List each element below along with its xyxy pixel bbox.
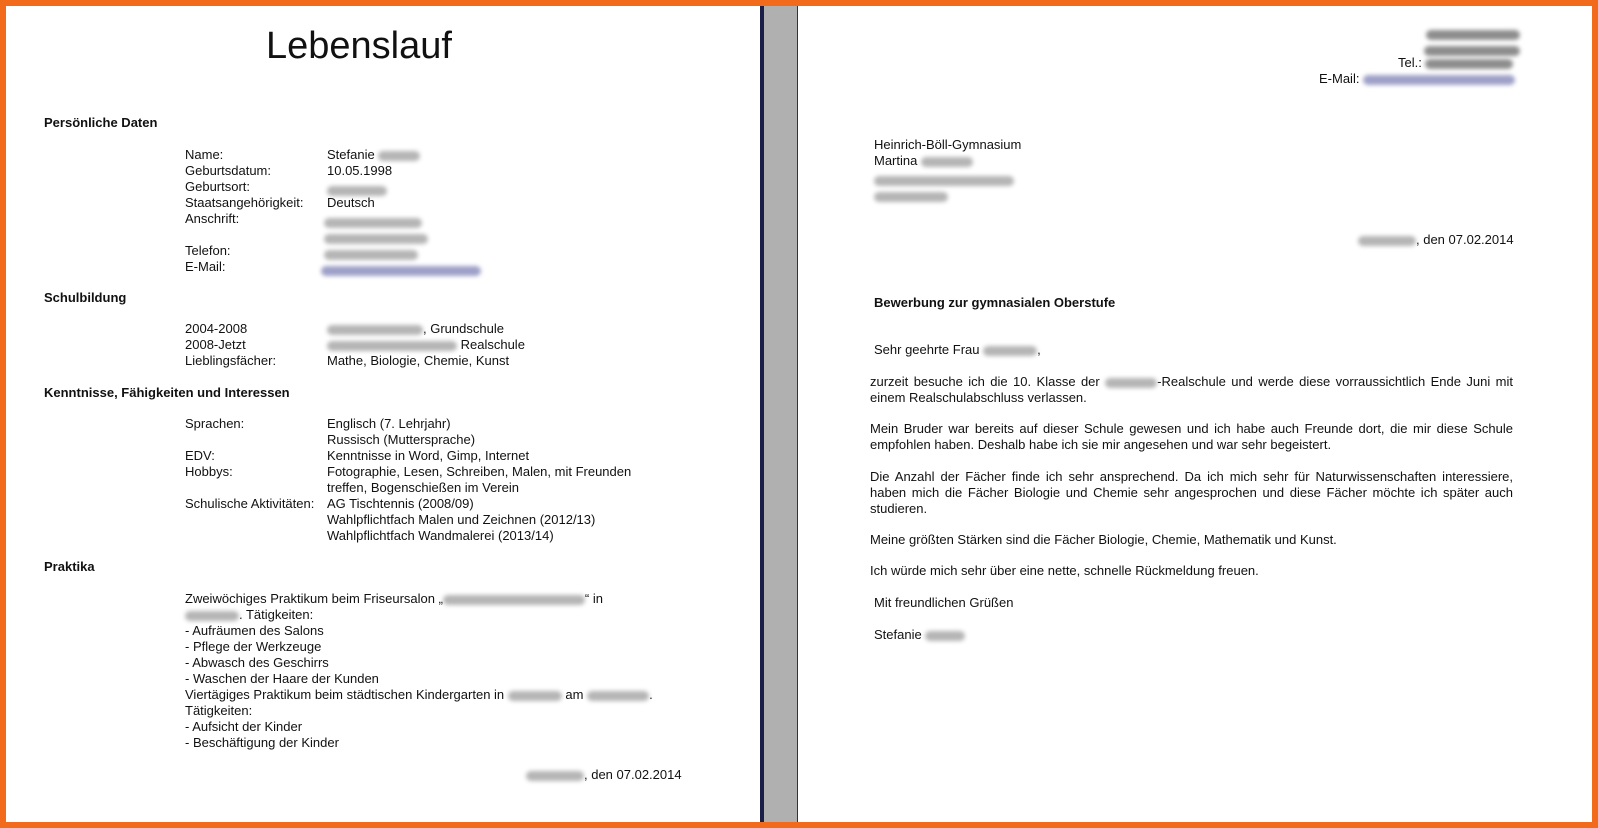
internship-line-7: Viertägiges Praktikum beim städtischen Kindergarten in am . (185, 687, 653, 702)
section-internships-heading: Praktika (44, 559, 95, 574)
internship-task-4: - Waschen der Haare der Kunden (185, 671, 379, 686)
redacted-letter-place (1358, 236, 1416, 246)
email-label: E-Mail: (185, 259, 226, 274)
redacted-recipient-surname (921, 157, 973, 167)
page-gutter (764, 6, 798, 822)
cv-title: Lebenslauf (266, 25, 452, 67)
letter-subject: Bewerbung zur gymnasialen Oberstufe (874, 295, 1116, 310)
section-school-heading: Schulbildung (44, 290, 127, 305)
redacted-sender-phone (1425, 59, 1513, 69)
redacted-cv-place (526, 771, 584, 781)
pob-label: Geburtsort: (185, 179, 251, 194)
redacted-salutation-name (983, 346, 1037, 356)
hobbies-line-1: Fotographie, Lesen, Schreiben, Malen, mit Freunden (327, 464, 632, 479)
redacted-phone (324, 250, 418, 260)
internship-task-6: - Beschäftigung der Kinder (185, 735, 339, 750)
favourite-subjects-value: Mathe, Biologie, Chemie, Kunst (327, 353, 510, 368)
internship-task-3: - Abwasch des Geschirrs (185, 655, 329, 670)
language-1: Englisch (7. Lehrjahr) (327, 416, 451, 431)
redacted-street (324, 218, 422, 228)
letter-paragraph-2: Mein Bruder war bereits auf dieser Schule gewesen und ich habe auch Freunde dort, die mir diese Schule empfohlen haben. Deshalb habe ich sie mir angesehen und war sehr begeistert. (870, 421, 1513, 452)
letter-paragraph-1: zurzeit besuche ich die 10. Klasse der -Realschule und werde diese vorraussichtlich Ende Juni mit einem Realschulabschluss verlassen. (870, 374, 1513, 405)
hobbies-line-2: treffen, Bogenschießen im Verein (327, 480, 519, 495)
redacted-kindergarten-date (587, 691, 649, 701)
redacted-kindergarten-town (508, 691, 562, 701)
internship-line-1: Zweiwöchiges Praktikum beim Friseursalon „ “ in (185, 591, 603, 606)
name-label: Name: (185, 147, 224, 162)
section-personal-heading: Persönliche Daten (44, 115, 158, 130)
dob-label: Geburtsdatum: (185, 163, 271, 178)
activities-label: Schulische Aktivitäten: (185, 496, 315, 511)
redacted-email (321, 266, 481, 276)
school-row-2-value: Realschule (327, 337, 525, 353)
recipient-school: Heinrich-Böll-Gymnasium (874, 137, 1022, 152)
hobbies-label: Hobbys: (185, 464, 233, 479)
recipient-name: Martina (874, 153, 973, 169)
internship-line-2: . Tätigkeiten: (185, 607, 313, 623)
language-2: Russisch (Muttersprache) (327, 432, 476, 447)
school-row-1-value: , Grundschule (327, 321, 504, 337)
sender-email: E-Mail: (1319, 71, 1515, 87)
letter-closing: Mit freundlichen Grüßen (874, 595, 1014, 610)
redacted-recipient-city (874, 192, 948, 202)
letter-signature: Stefanie (874, 627, 965, 643)
favourite-subjects-label: Lieblingsfächer: (185, 353, 277, 368)
name-value: Stefanie (327, 147, 420, 163)
phone-label: Telefon: (185, 243, 231, 258)
internship-task-2: - Pflege der Werkzeuge (185, 639, 322, 654)
sender-phone: Tel.: (1398, 55, 1513, 71)
redacted-town (185, 611, 239, 621)
activity-2: Wahlpflichtfach Malen und Zeichnen (2012/13) (327, 512, 596, 527)
school-row-2-label: 2008-Jetzt (185, 337, 246, 352)
nationality-value: Deutsch (327, 195, 375, 210)
edv-label: EDV: (185, 448, 215, 463)
redacted-school-2 (327, 341, 457, 351)
letter-page (798, 6, 1592, 822)
activity-1: AG Tischtennis (2008/09) (327, 496, 474, 511)
redacted-signature-surname (925, 631, 965, 641)
edv-value: Kenntnisse in Word, Gimp, Internet (327, 448, 530, 463)
languages-label: Sprachen: (185, 416, 245, 431)
school-row-1-label: 2004-2008 (185, 321, 248, 336)
letter-salutation: Sehr geehrte Frau , (874, 342, 1041, 357)
redacted-school-1 (327, 325, 423, 335)
redacted-sender-name (1426, 30, 1520, 40)
cv-date-line: , den 07.02.2014 (526, 767, 682, 783)
letter-paragraph-5: Ich würde mich sehr über eine nette, schnelle Rückmeldung freuen. (870, 563, 1259, 578)
nationality-label: Staatsangehörigkeit: (185, 195, 304, 210)
dob-value: 10.05.1998 (327, 163, 393, 178)
section-skills-heading: Kenntnisse, Fähigkeiten und Interessen (44, 385, 290, 400)
internship-task-5: - Aufsicht der Kinder (185, 719, 303, 734)
letter-paragraph-3: Die Anzahl der Fächer finde ich sehr ansprechend. Da ich mich sehr für Naturwissenschaften interessiere, haben mich die Fächer Biologie und Chemie sehr angesprochen und diese Fächer möchte ich später auch studieren. (870, 469, 1513, 516)
internship-task-1: - Aufräumen des Salons (185, 623, 324, 638)
redacted-recipient-street (874, 176, 1014, 186)
redacted-surname (378, 151, 420, 161)
redacted-school-name (1105, 378, 1157, 388)
redacted-city (324, 234, 428, 244)
redacted-salon (443, 595, 585, 605)
redacted-sender-email (1363, 75, 1515, 85)
address-label: Anschrift: (185, 211, 240, 226)
letter-date-line: , den 07.02.2014 (1358, 232, 1514, 248)
letter-paragraph-4: Meine größten Stärken sind die Fächer Biologie, Chemie, Mathematik und Kunst. (870, 532, 1337, 547)
activity-3: Wahlpflichtfach Wandmalerei (2013/14) (327, 528, 554, 543)
internship-line-8: Tätigkeiten: (185, 703, 253, 718)
